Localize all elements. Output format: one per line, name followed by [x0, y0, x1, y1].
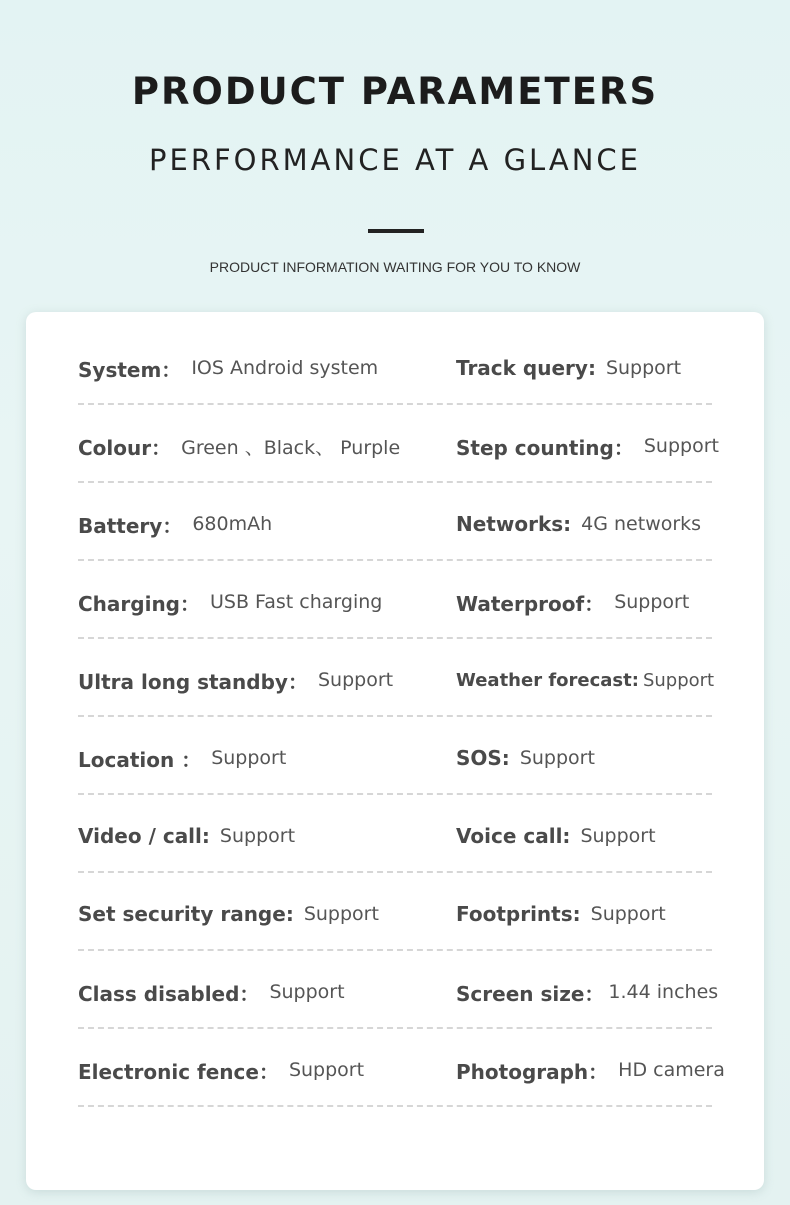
spec-value: Support: [211, 747, 287, 769]
spec-row: [78, 653, 715, 731]
dashed-divider: [78, 871, 712, 873]
title-divider: [368, 229, 424, 233]
spec-label: Video / call:: [78, 824, 210, 848]
spec-row: [78, 419, 719, 497]
dashed-divider: [78, 559, 712, 561]
spec-value: Support: [642, 669, 715, 691]
spec-label: Waterproof：: [456, 591, 605, 616]
spec-item-class-disabled: [78, 965, 345, 1019]
spec-item-colour: [78, 419, 400, 473]
spec-item-photograph: [456, 1043, 725, 1097]
spec-value: IOS Android system: [191, 357, 379, 379]
spec-label: Photograph：: [456, 1059, 609, 1084]
dashed-divider: [78, 715, 712, 717]
spec-item-track-query: [456, 341, 681, 395]
spec-item-electronic-fence: [78, 1043, 364, 1097]
spec-row: [78, 809, 712, 887]
spec-value: 4G networks: [581, 513, 702, 535]
spec-row: [78, 497, 712, 575]
spec-row: [78, 1043, 725, 1121]
spec-value: Support: [580, 825, 656, 847]
spec-value: Green 、Black、 Purple: [181, 436, 401, 459]
page-subtitle: PERFORMANCE AT A GLANCE: [149, 143, 641, 177]
spec-label: System：: [78, 357, 182, 382]
spec-item-battery: [78, 497, 272, 551]
spec-label: Screen size：: [456, 981, 605, 1006]
spec-value: USB Fast charging: [210, 591, 383, 613]
spec-value: Support: [643, 435, 719, 457]
spec-value: Support: [605, 357, 682, 379]
spec-value: Support: [288, 1059, 365, 1081]
spec-label: Step counting：: [456, 435, 634, 460]
spec-value: Support: [590, 903, 666, 925]
spec-value: Support: [269, 981, 345, 1003]
spec-row: [78, 575, 712, 653]
dashed-divider: [78, 793, 712, 795]
spec-row: [78, 731, 712, 809]
dashed-divider: [78, 403, 712, 405]
spec-label: Track query:: [456, 356, 596, 380]
spec-row: [78, 887, 712, 965]
spec-label: Class disabled：: [78, 981, 260, 1006]
spec-value: Support: [219, 825, 296, 847]
dashed-divider: [78, 1027, 712, 1029]
dashed-divider: [78, 481, 712, 483]
spec-label: SOS:: [456, 746, 510, 770]
dashed-divider: [78, 637, 712, 639]
spec-label: Location ：: [78, 747, 202, 772]
spec-value: 1.44 inches: [608, 981, 719, 1003]
spec-item-voice-call: [456, 809, 656, 863]
page-title: PRODUCT PARAMETERS: [131, 70, 659, 113]
spec-value: Support: [614, 591, 690, 613]
spec-value: Support: [519, 747, 595, 769]
tagline: PRODUCT INFORMATION WAITING FOR YOU TO KNOW: [209, 259, 581, 275]
spec-label: Set security range:: [78, 902, 294, 926]
spec-item-waterproof: [456, 575, 689, 629]
spec-item-charging: [78, 575, 382, 629]
spec-item-location: [78, 731, 286, 785]
spec-item-video-call: [78, 809, 295, 863]
spec-row: [78, 341, 712, 419]
spec-item-weather-forecast: [456, 653, 714, 707]
spec-item-set-security-range: [78, 887, 379, 941]
spec-value: Support: [317, 669, 394, 691]
spec-value: HD camera: [618, 1059, 725, 1081]
spec-label: Electronic fence：: [78, 1059, 279, 1084]
spec-label: Weather forecast:: [456, 669, 639, 691]
spec-label: Battery：: [78, 513, 183, 538]
spec-value: Support: [303, 903, 379, 925]
spec-item-system: [78, 341, 378, 395]
spec-label: Networks:: [456, 512, 572, 536]
spec-item-sos: [456, 731, 595, 785]
spec-item-ultra-long-standby: [78, 653, 393, 707]
spec-label: Charging：: [78, 591, 201, 616]
spec-item-footprints: [456, 887, 666, 941]
spec-label: Footprints:: [456, 902, 581, 926]
spec-item-networks: [456, 497, 701, 551]
spec-label: Ultra long standby：: [78, 669, 308, 694]
spec-item-step-counting: [456, 419, 719, 473]
spec-row: [78, 965, 719, 1043]
specs-card: [26, 312, 764, 1190]
dashed-divider: [78, 949, 712, 951]
spec-value: 680mAh: [192, 513, 273, 535]
spec-item-screen-size: [456, 965, 718, 1019]
spec-label: Colour：: [78, 435, 172, 460]
spec-label: Voice call:: [456, 824, 571, 848]
dashed-divider: [78, 1105, 712, 1107]
